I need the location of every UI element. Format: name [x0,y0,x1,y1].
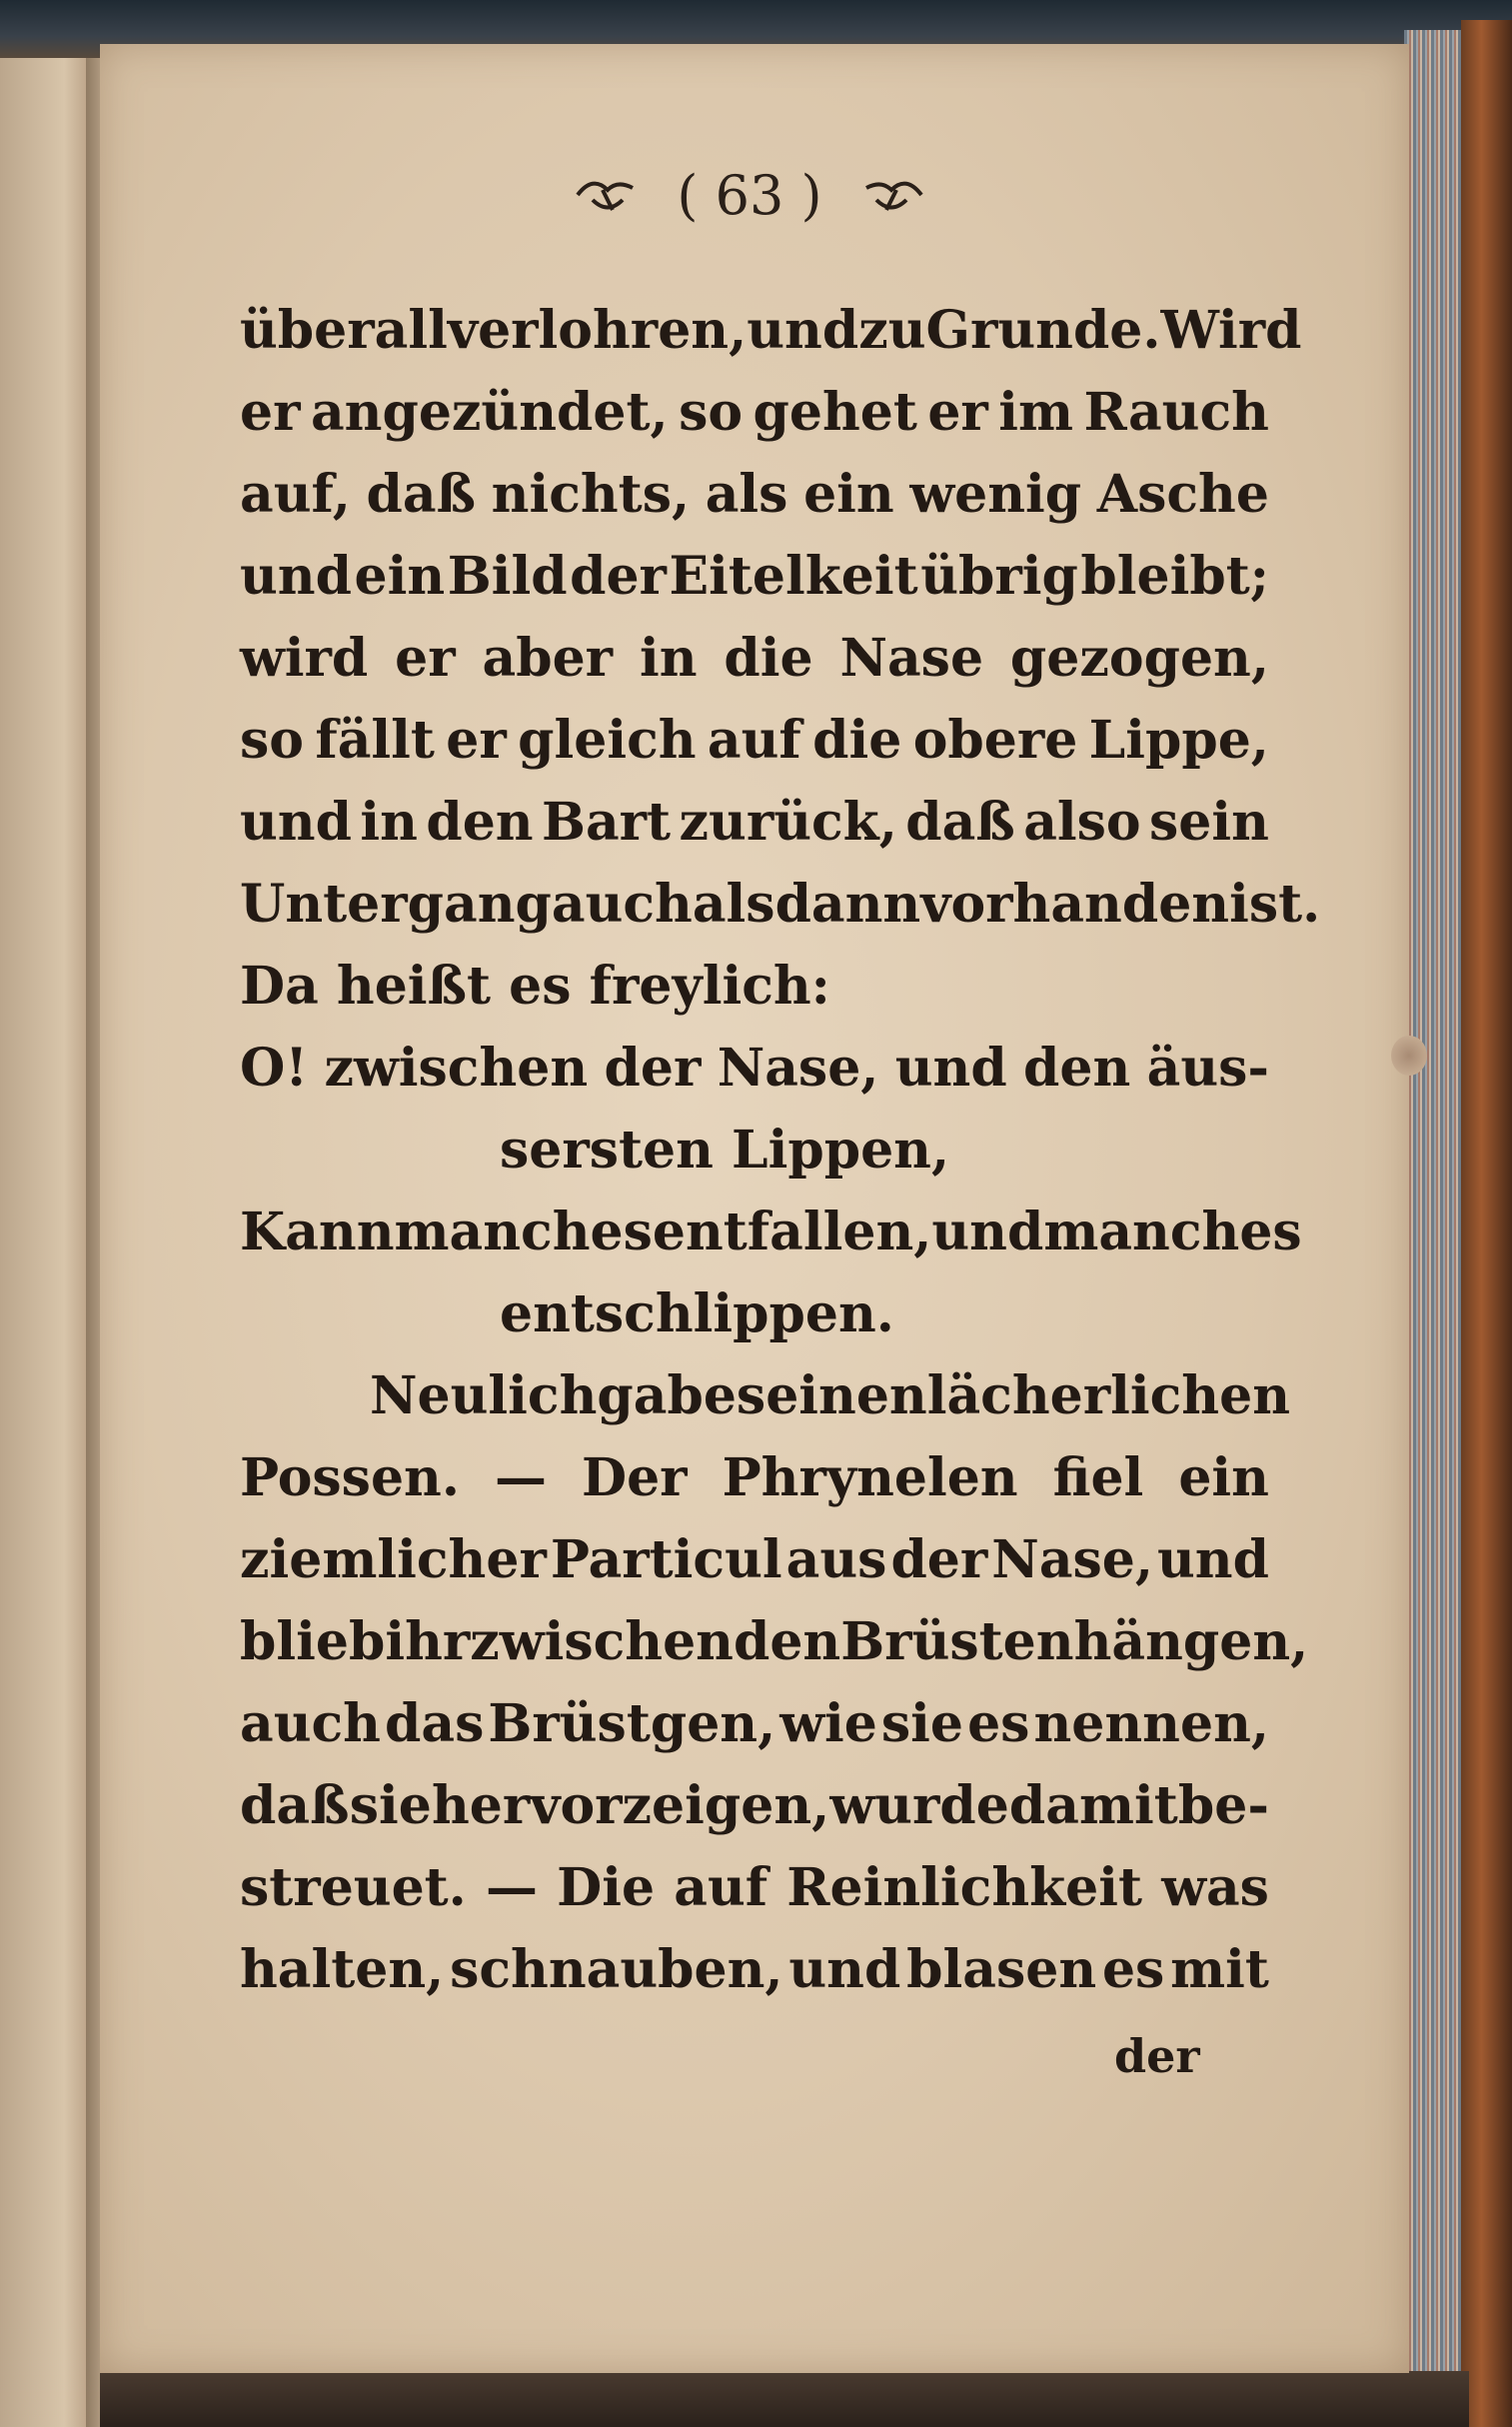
text-line: Neulich gab es einen lächerlichen [370,1365,1290,1426]
page-header [470,150,1029,240]
text-line: blieb ihr zwischen den Brüsten hängen, [240,1611,1309,1672]
text-line: auch das Brüstgen, wie sie es nennen, [240,1693,1269,1754]
text-line: überall verlohren, und zu Grunde. Wird [240,300,1302,361]
text-line: wird er aber in die Nase gezogen, [240,628,1269,689]
text-line: er angezündet, so gehet er im Rauch [240,382,1269,443]
right-ornament-icon [856,170,926,220]
page-number: ( 63 ) [677,163,822,227]
text-line: streuet. — Die auf Reinlichkeit was [240,1857,1269,1918]
body-text [240,290,1321,2011]
facing-page-edge [0,58,92,2427]
text-line: Untergang auch alsdann vorhanden ist. [240,874,1321,935]
text-line: auf, daß nichts, als ein wenig Asche [240,464,1269,525]
verse-line: entschlippen. [500,1283,894,1344]
verse-line: O! zwischen der Nase, und den äus- [240,1038,1269,1099]
stain [1391,1036,1427,1076]
verse-line: sersten Lippen, [500,1120,950,1181]
text-line: daß sie hervorzeigen, wurde damit be- [240,1775,1269,1836]
text-line: Da heißt es freylich: [240,956,830,1017]
text-line: so fällt er gleich auf die obere Lippe, [240,710,1269,771]
catchword: der [1114,2029,1200,2083]
text-line: und in den Bart zurück, daß also sein [240,792,1269,853]
text-line: halten, schnauben, und blasen es mit [240,1939,1269,2000]
page-edges [1404,30,1464,2379]
verse-line: Kann manches entfallen, und manches [240,1202,1302,1262]
text-line: ziemlicher Particul aus der Nase, und [240,1529,1269,1590]
book-cover-right [1461,20,1512,2427]
left-ornament-icon [573,170,643,220]
text-line: Possen. — Der Phrynelen fiel ein [240,1447,1269,1508]
bottom-shadow [100,2371,1469,2427]
text-line: und ein Bild der Eitelkeit übrig bleibt; [240,546,1269,607]
